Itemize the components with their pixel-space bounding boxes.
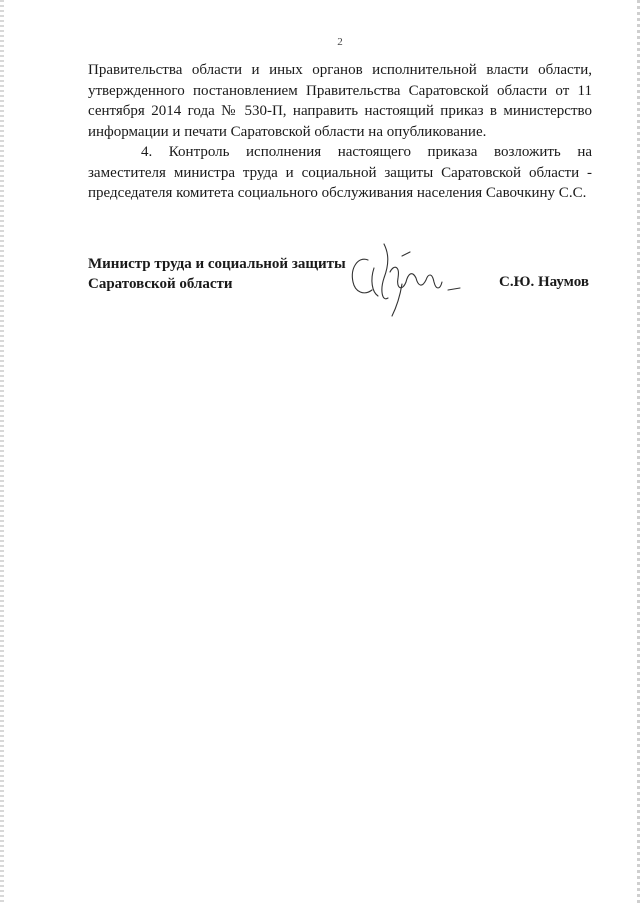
signatory-name: С.Ю. Наумов [499, 274, 589, 290]
page-number: 2 [337, 36, 343, 48]
scan-edge-left [0, 0, 4, 905]
signatory-position [88, 254, 346, 294]
signatory-position-line1: Министр труда и социальной защиты [88, 256, 346, 272]
handwritten-signature [344, 238, 474, 320]
signatory-position-line2: Саратовской области [88, 276, 233, 292]
paragraph-item-4: 4. Контроль исполнения настоящего приказа возложить на заместителя министра труда и социальной защиты Саратовской области - председателя комитета социального обслуживания населения Савочкину С.С. [88, 144, 592, 201]
document-body [88, 60, 592, 204]
paragraph-continuation: Правительства области и иных органов исполнительной власти области, утвержденного постановлением Правительства Саратовской области от 11 сентября 2014 года № 530-П, направить настоящий приказ в министерство информации и печати Саратовской области на опубликование. [88, 62, 592, 140]
